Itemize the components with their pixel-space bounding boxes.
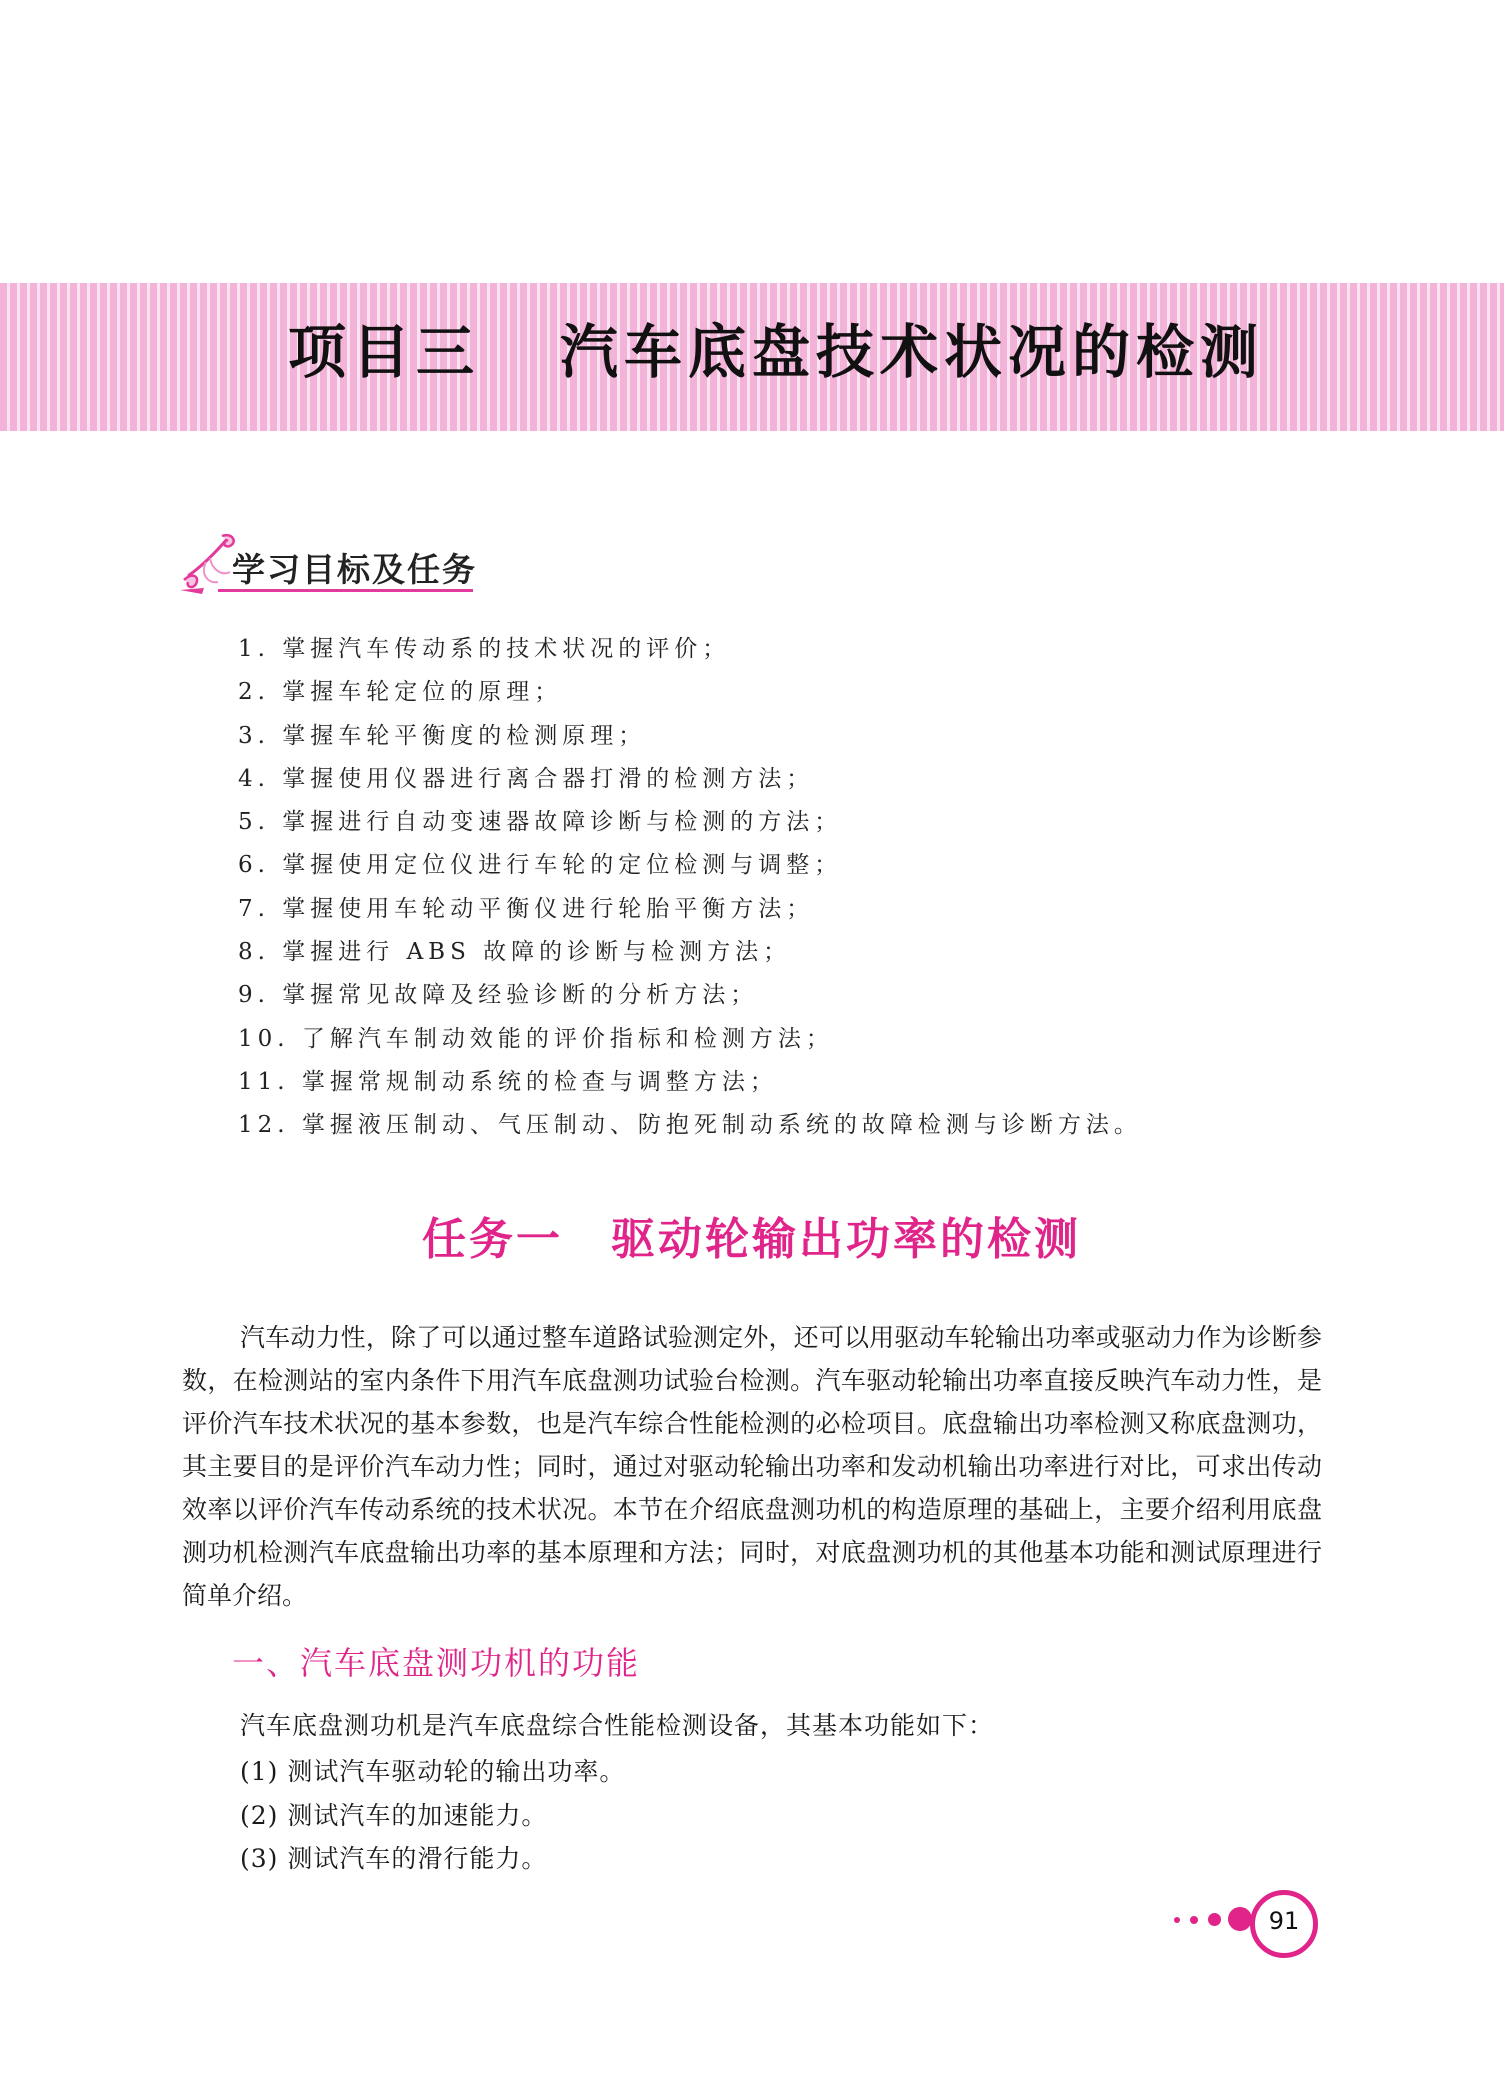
- page-number-circle: [1250, 1890, 1318, 1958]
- goal-item: 2. 掌握车轮定位的原理；: [238, 679, 563, 706]
- chapter-title: [288, 318, 1265, 386]
- goal-item: 5. 掌握进行自动变速器故障诊断与检测的方法；: [238, 809, 843, 836]
- goal-item: 12. 掌握液压制动、气压制动、防抱死制动系统的故障检测与诊断方法。: [238, 1112, 1142, 1139]
- page-number: 91: [1268, 1907, 1300, 1935]
- goal-item: 3. 掌握车轮平衡度的检测原理；: [238, 722, 647, 749]
- chapter-banner: [0, 283, 1504, 431]
- goal-item: 8. 掌握进行 ABS 故障的诊断与检测方法；: [238, 939, 792, 966]
- goal-item: 9. 掌握常见故障及经验诊断的分析方法；: [238, 982, 759, 1009]
- function-list: [240, 1750, 625, 1881]
- task-paragraph: 汽车动力性，除了可以通过整车道路试验测定外，还可以用驱动车轮输出功率或驱动力作为诊断参数，在检测站的室内条件下用汽车底盘测功试验台检测。汽车驱动轮输出功率直接反映汽车动力性，是评价汽车技术状况的基本参数，也是汽车综合性能检测的必检项目。底盘输出功率检测又称底盘测功，其主要目的是评价汽车动力性；同时，通过对驱动轮输出功率和发动机输出功率进行对比，可求出传动效率以评价汽车传动系统的技术状况。本节在介绍底盘测功机的构造原理的基础上，主要介绍利用底盘测功机检测汽车底盘输出功率的基本原理和方法；同时，对底盘测功机的其他基本功能和测试原理进行简单介绍。: [182, 1323, 1322, 1610]
- goal-item: 7. 掌握使用车轮动平衡仪进行轮胎平衡方法；: [238, 895, 815, 922]
- function-item: (1) 测试汽车驱动轮的输出功率。: [240, 1757, 626, 1786]
- pager-dot-small: [1190, 1916, 1198, 1924]
- goal-item: 10. 了解汽车制动效能的评价指标和检测方法；: [238, 1025, 834, 1052]
- section-one-intro: 汽车底盘测功机是汽车底盘综合性能检测设备，其基本功能如下：: [240, 1711, 995, 1740]
- pager-dot-small: [1174, 1917, 1180, 1923]
- pager-dot-large: [1228, 1907, 1252, 1931]
- goal-item: 4. 掌握使用仪器进行离合器打滑的检测方法；: [238, 765, 815, 792]
- goal-item: 11. 掌握常规制动系统的检查与调整方法；: [238, 1068, 778, 1095]
- task-number: 任务一: [422, 1214, 563, 1265]
- chapter-name: 汽车底盘技术状况的检测: [560, 318, 1265, 386]
- goals-list: [238, 628, 1142, 1148]
- pager-dot-medium: [1208, 1913, 1221, 1926]
- task-name: 驱动轮输出功率的检测: [611, 1214, 1081, 1265]
- goals-section-label: [178, 532, 478, 602]
- page-number-badge: [1170, 1888, 1330, 1958]
- function-item: (3) 测试汽车的滑行能力。: [240, 1844, 548, 1873]
- goals-section-title: 学习目标及任务: [232, 550, 477, 589]
- function-item: (2) 测试汽车的加速能力。: [240, 1800, 548, 1830]
- goal-item: 1. 掌握汽车传动系的技术状况的评价；: [238, 636, 731, 662]
- goals-underline: [218, 589, 473, 592]
- section-one-title: 一、汽车底盘测功机的功能: [232, 1644, 641, 1682]
- task-title: [422, 1203, 1081, 1267]
- goal-item: 6. 掌握使用定位仪进行车轮的定位检测与调整；: [238, 852, 843, 879]
- chapter-number: 项目三: [288, 318, 481, 386]
